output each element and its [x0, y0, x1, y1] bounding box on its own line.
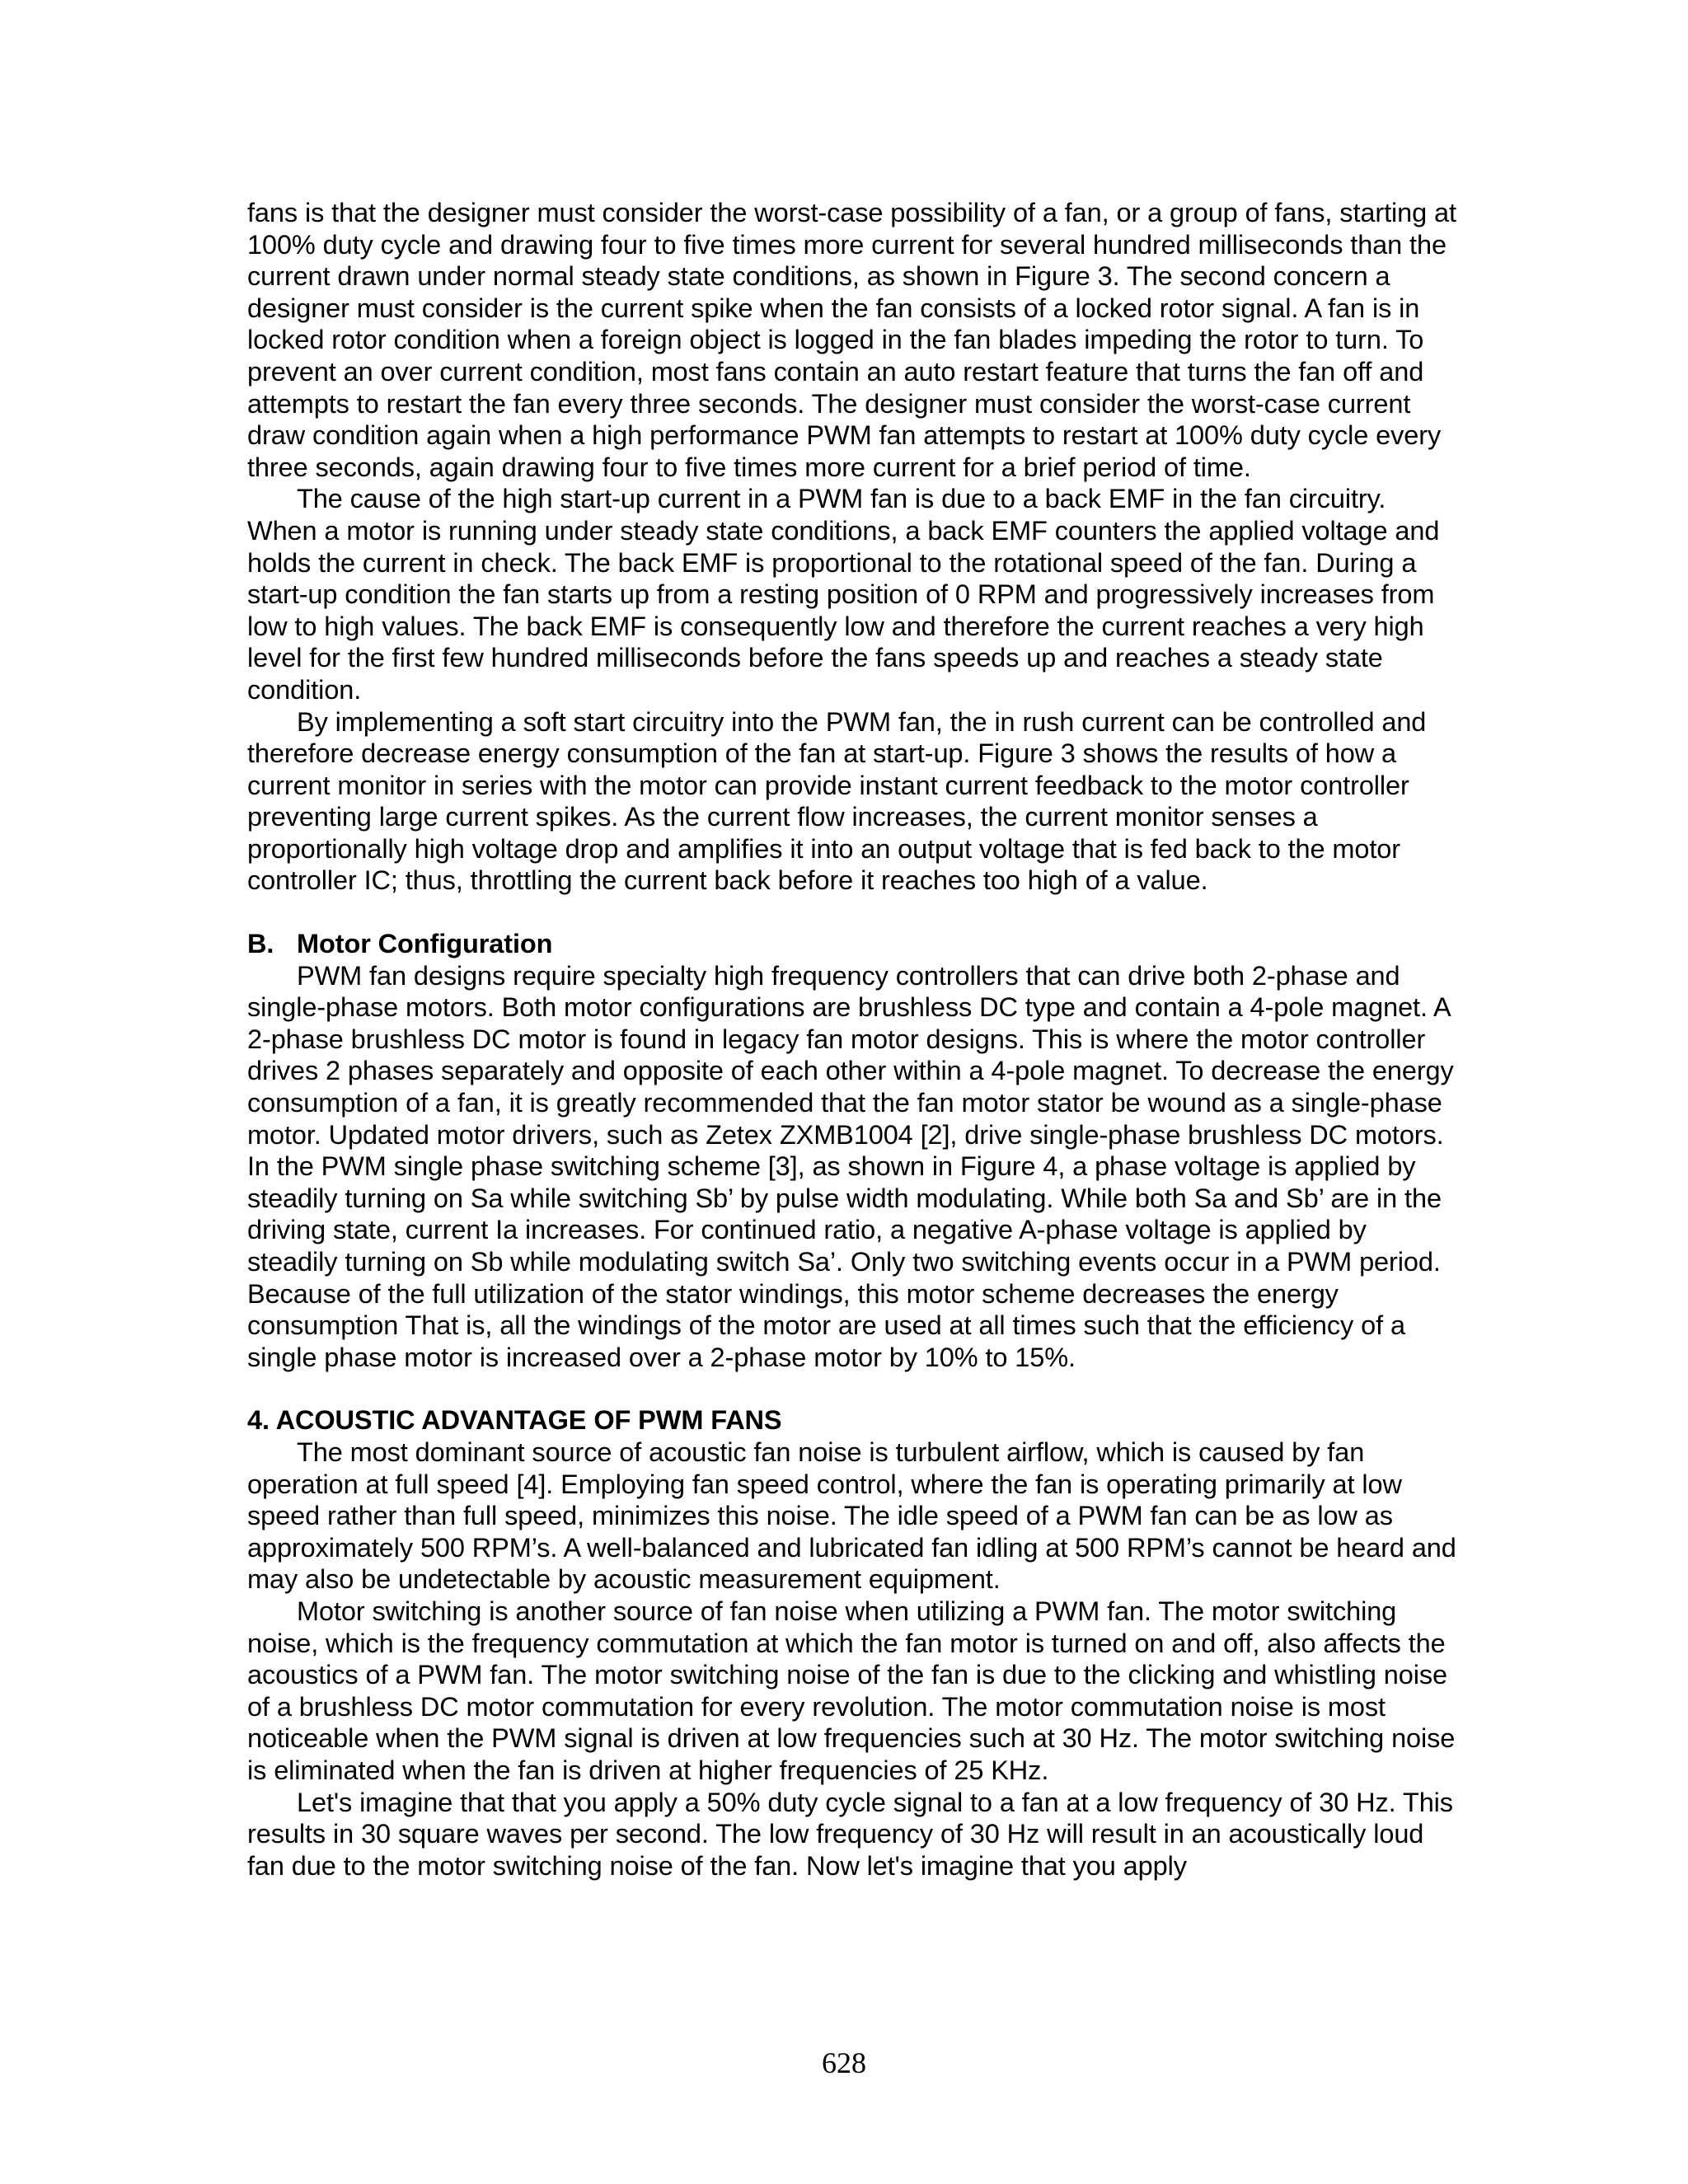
paragraph-turbulent-airflow: The most dominant source of acoustic fan noise is turbulent airflow, which is caused by fan operation at full speed [4]. Employing fan speed control, where the fan is operating primarily at low speed rather than full speed, minimizes this noise. The idle speed of a PWM fan can be as low as approximately 500 RPM’s. A well-balanced and lubricated fan idling at 500 RPM’s cannot be heard and may also be undetectable by acoustic measurement equipment. — [247, 1436, 1456, 1595]
page-number: 628 — [822, 2046, 866, 2079]
section-heading-acoustic-advantage: 4. ACOUSTIC ADVANTAGE OF PWM FANS — [247, 1405, 782, 1436]
section-heading-title: Motor Configuration — [297, 929, 553, 959]
paragraph-back-emf: The cause of the high start-up current in a PWM fan is due to a back EMF in the fan circuitry. When a motor is running under steady state conditions, a back EMF counters the applied voltage and holds the current in check. The back EMF is proportional to the rotational speed of the fan. During a start-up condition the fan starts up from a resting position of 0 RPM and progressively increases from low to high values. The back EMF is consequently low and therefore the current reaches a very high level for the first few hundred milliseconds before the fans speeds up and reaches a steady state condition. — [247, 484, 1440, 705]
paragraph-soft-start: By implementing a soft start circuitry into the PWM fan, the in rush current can be controlled and therefore decrease energy consumption of the fan at start-up. Figure 3 shows the results of how a current monitor in series with the motor can provide instant current feedback to the motor controller preventing large current spikes. As the current flow increases, the current monitor senses a proportionally high voltage drop and amplifies it into an output voltage that is fed back to the motor controller IC; thus, throttling the current back before it reaches too high of a value. — [247, 706, 1427, 896]
paragraph-inrush-current-intro: fans is that the designer must consider the worst-case possibility of a fan, or a group of fans, starting at 100% duty cycle and drawing four to five times more current for several hundred milliseconds than the current drawn under normal steady state conditions, as shown in Figure 3. The second concern a designer must consider is the current spike when the fan consists of a locked rotor signal. A fan is in locked rotor condition when a foreign object is logged in the fan blades impeding the rotor to turn. To prevent an over current condition, most fans contain an auto restart feature that turns the fan off and attempts to restart the fan every three seconds. The designer must consider the worst-case current draw condition again when a high performance PWM fan attempts to restart at 100% duty cycle every three seconds, again drawing four to five times more current for a brief period of time. — [247, 198, 1456, 482]
page-body — [247, 197, 1459, 1882]
section-heading-number: B. — [247, 929, 274, 959]
paragraph-motor-switching-noise: Motor switching is another source of fan noise when utilizing a PWM fan. The motor switching noise, which is the frequency commutation at which the fan motor is turned on and off, also affects the acoustics of a PWM fan. The motor switching noise of the fan is due to the clicking and whistling noise of a brushless DC motor commutation for every revolution. The motor commutation noise is most noticeable when the PWM signal is driven at low frequencies such at 30 Hz. The motor switching noise is eliminated when the fan is driven at higher frequencies of 25 KHz. — [247, 1596, 1456, 1785]
paragraph-duty-cycle-example: Let's imagine that that you apply a 50% duty cycle signal to a fan at a low frequency of 30 Hz. This results in 30 square waves per second. The low frequency of 30 Hz will result in an acoustically loud fan due to the motor switching noise of the fan. Now let's imagine that you apply — [247, 1787, 1453, 1881]
section-heading-motor-configuration — [247, 928, 1459, 960]
paragraph-motor-configuration: PWM fan designs require specialty high frequency controllers that can drive both 2-phase and single-phase motors. Both motor configurations are brushless DC type and contain a 4-pole magnet. A 2-phase brushless DC motor is found in legacy fan motor designs. This is where the motor controller drives 2 phases separately and opposite of each other within a 4-pole magnet. To decrease the energy consumption of a fan, it is greatly recommended that the fan motor stator be wound as a single-phase motor. Updated motor drivers, such as Zetex ZXMB1004 [2], drive single-phase brushless DC motors. In the PWM single phase switching scheme [3], as shown in Figure 4, a phase voltage is applied by steadily turning on Sa while switching Sb’ by pulse width modulating. While both Sa and Sb’ are in the driving state, current Ia increases. For continued ratio, a negative A-phase voltage is applied by steadily turning on Sb while modulating switch Sa’. Only two switching events occur in a PWM period. Because of the full utilization of the stator windings, this motor scheme decreases the energy consumption That is, all the windings of the motor are used at all times such that the efficiency of a single phase motor is increased over a 2-phase motor by 10% to 15%. — [247, 960, 1454, 1372]
